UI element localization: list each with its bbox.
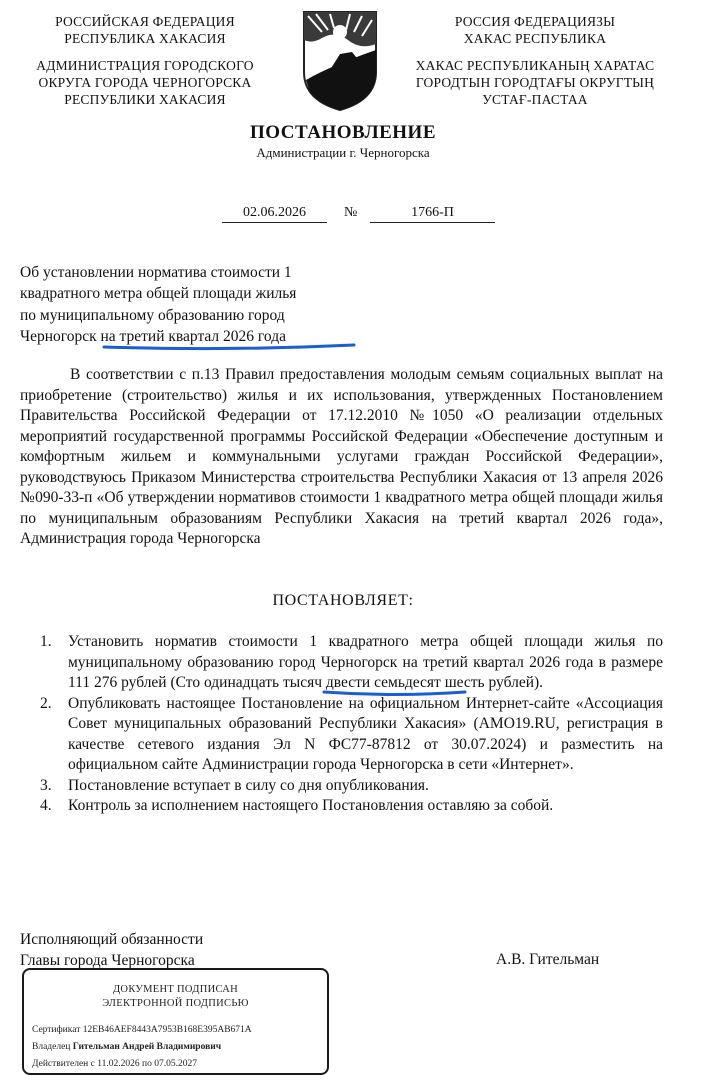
item-text: Опубликовать настоящее Постановление на официальном Интернет-сайте «Ассоциация Совет муниципальных образований Республики Хакасия» (АМО19.RU, регистрация в качестве сетевого издания Эл N ФС77-87812 от 30.07.2024) и разместить на официальном сайте Администрации города Черногорска в сети «Интернет». xyxy=(68,694,663,773)
item-text: Контроль за исполнением настоящего Постановления оставляю за собой. xyxy=(68,797,554,814)
stamp-validity xyxy=(32,1059,197,1069)
document-number: 1766-П xyxy=(370,205,495,223)
preamble-paragraph: В соответствии с п.13 Правил предоставления молодым семьям социальных выплат на приобретение (строительство) жилья и их использования, утвержденных Постановлением Правительства Российской Федерации от 17.12.2010 №1050 «О реализации отдельных мероприятий государственной программы Российской Федерации «Обеспечение доступным и комфортным жильем и коммунальными услугами граждан Российской Федерации», руководствуюсь Приказом Министерства строительства Республики Хакасия от 13 апреля 2026 №090-33-п «Об утверждении нормативов стоимости 1 квадратного метра общей площади жилья по муниципальным образованиям Республики Хакасия на третий квартал 2026 года», Администрация города Черногорска xyxy=(20,366,663,547)
stamp-title-line: ЭЛЕКТРОННОЙ ПОДПИСЬЮ xyxy=(102,998,249,1009)
valid-to: 07.05.2027 xyxy=(154,1059,197,1069)
subject-highlight-underline xyxy=(102,342,356,352)
valid-from-label: с xyxy=(90,1059,95,1069)
position-line: Исполняющий обязанности xyxy=(20,931,204,948)
item-number: 2. xyxy=(40,694,52,712)
subject-line: Об установлении норматива стоимости 1 xyxy=(20,264,292,281)
document-subtitle: Администрации г. Черногорска xyxy=(256,145,430,160)
header-left-line: РЕСПУБЛИКА ХАКАСИЯ xyxy=(64,31,226,46)
item-number: 3. xyxy=(40,776,52,794)
header-right-line: ГОРОДТЫН ГОРОДТАҒЫ ОКРУГТЫҢ xyxy=(415,75,655,90)
preamble-text xyxy=(20,365,663,550)
header-left-line: РОССИЙСКАЯ ФЕДЕРАЦИЯ xyxy=(55,14,235,29)
ordered-heading: ПОСТАНОВЛЯЕТ: xyxy=(272,592,414,609)
validity-label: Действителен xyxy=(32,1059,89,1069)
header-right-line: ХАКАС РЕСПУБЛИКАНЫҢ ХАРАТАС xyxy=(415,58,655,73)
certificate-label: Сертификат xyxy=(32,1025,81,1035)
signatory-position xyxy=(20,930,203,971)
item-number: 1. xyxy=(40,633,52,650)
header-right-block xyxy=(395,13,675,108)
header-left-block xyxy=(20,13,270,108)
item-number: 4. xyxy=(40,797,52,814)
subject-line: Черногорск на третий квартал 2026 года xyxy=(20,327,286,345)
resolution-items xyxy=(20,632,663,817)
subject-line: квадратного метра общей площади жилья xyxy=(20,285,297,303)
header-right-line: РОССИЯ ФЕДЕРАЦИЯЗЫ xyxy=(454,14,616,29)
resolution-item xyxy=(20,694,663,776)
resolution-item xyxy=(20,776,663,797)
resolution-item xyxy=(20,632,663,694)
amount-highlight-underline xyxy=(322,688,467,698)
valid-to-label: по xyxy=(142,1059,152,1069)
stamp-certificate xyxy=(32,1025,252,1035)
valid-from: 11.02.2026 xyxy=(97,1059,140,1069)
number-label: № xyxy=(344,205,358,220)
stamp-owner xyxy=(32,1042,221,1052)
document-title: ПОСТАНОВЛЕНИЕ xyxy=(249,122,437,143)
signatory-name: А.В. Гительман xyxy=(496,951,600,968)
owner-value: Гительман Андрей Владимирович xyxy=(72,1042,222,1052)
resolution-item xyxy=(20,796,663,817)
document-date: 02.06.2026 xyxy=(222,205,327,223)
electronic-signature-stamp xyxy=(22,968,329,1075)
header-left-line: АДМИНИСТРАЦИЯ ГОРОДСКОГО xyxy=(36,58,254,73)
item-text: Постановление вступает в силу со дня опубликования. xyxy=(68,776,429,794)
header-left-line: РЕСПУБЛИКИ ХАКАСИЯ xyxy=(64,92,226,107)
header-right-line: УСТАҒ-ПАСТАА xyxy=(482,92,588,107)
city-coat-of-arms-icon xyxy=(300,10,380,112)
certificate-value: 12EB46AEF8443A7953B168E395AB671A xyxy=(82,1025,252,1035)
owner-label: Владелец xyxy=(32,1042,71,1052)
stamp-title-line: ДОКУМЕНТ ПОДПИСАН xyxy=(112,984,239,995)
subject-line: по муниципальному образованию город xyxy=(20,306,285,324)
document-subject xyxy=(20,262,360,347)
header-left-line: ОКРУГА ГОРОДА ЧЕРНОГОРСКА xyxy=(38,75,252,90)
header-right-line: ХАКАС РЕСПУБЛИКА xyxy=(463,31,607,46)
position-line: Главы города Черногорска xyxy=(20,951,195,969)
item-text: Установить норматив стоимости 1 квадратного метра общей площади жилья по муниципальному образованию город Черногорск на третий квартал 2026 года в размере 111 276 рублей (Сто одинадцать тысяч двести семьдесят шесть рублей). xyxy=(68,633,663,691)
